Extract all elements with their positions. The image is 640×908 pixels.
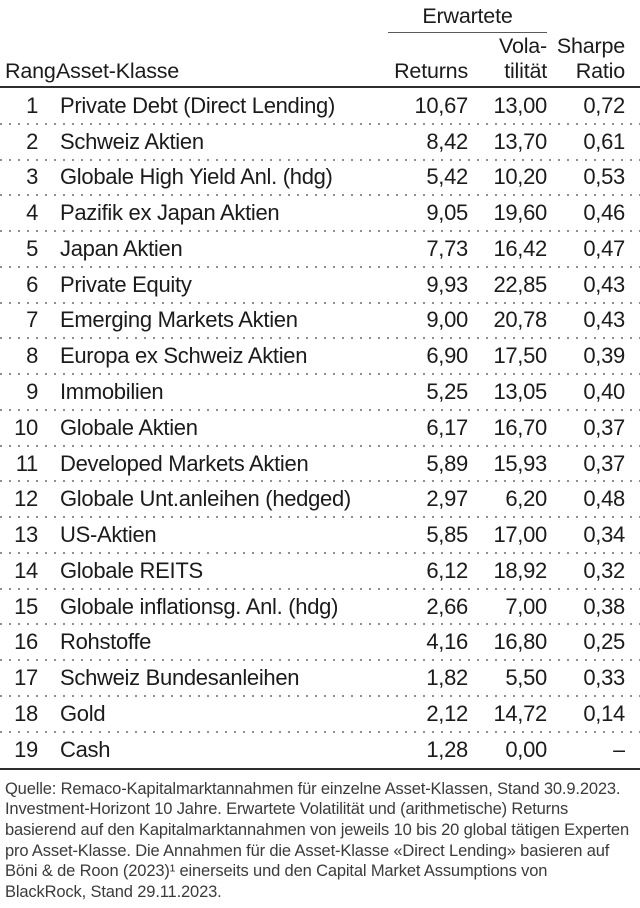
cell-asset: Europa ex Schweiz Aktien <box>60 343 308 369</box>
table-row <box>0 231 640 267</box>
cell-asset: Gold <box>60 700 106 726</box>
table-row <box>0 374 640 410</box>
cell-rank: 8 <box>26 343 38 369</box>
cell-rank: 9 <box>26 379 38 404</box>
cell-returns: 9,00 <box>426 307 468 333</box>
cell-rank: 11 <box>15 450 38 476</box>
cell-returns: 6,12 <box>426 557 468 583</box>
header-sharpe-line1: Sharpe <box>556 34 625 58</box>
cell-asset: Globale Aktien <box>60 414 198 440</box>
cell-sharpe: 0,53 <box>583 164 625 190</box>
cell-returns: 2,66 <box>426 593 468 619</box>
cell-vola: 13,05 <box>493 379 547 404</box>
cell-vola: 16,70 <box>493 414 547 440</box>
cell-asset: Immobilien <box>60 379 164 404</box>
table-row <box>0 517 640 553</box>
cell-rank: 12 <box>14 486 38 512</box>
cell-asset: Japan Aktien <box>60 235 183 261</box>
cell-asset: Globale REITS <box>60 557 203 583</box>
cell-returns: 9,93 <box>426 271 468 297</box>
cell-sharpe: 0,48 <box>583 486 625 512</box>
cell-asset: US-Aktien <box>60 522 157 548</box>
header-subrow-2 <box>0 59 640 86</box>
cell-rank: 15 <box>14 593 38 619</box>
cell-returns: 5,25 <box>426 379 468 404</box>
cell-sharpe: 0,37 <box>583 414 625 440</box>
cell-returns: 6,17 <box>426 414 468 440</box>
cell-vola: 15,93 <box>493 450 547 476</box>
table-row <box>0 624 640 660</box>
cell-asset: Schweiz Aktien <box>60 128 204 154</box>
table-row <box>0 446 640 482</box>
table-header <box>0 0 640 88</box>
cell-sharpe: 0,72 <box>583 92 625 118</box>
header-subrow-1 <box>0 33 640 59</box>
cell-vola: 22,85 <box>493 271 547 297</box>
cell-rank: 17 <box>14 665 38 691</box>
cell-asset: Emerging Markets Aktien <box>60 307 298 333</box>
cell-vola: 7,00 <box>505 593 547 619</box>
cell-rank: 6 <box>26 271 38 297</box>
table-row <box>0 267 640 303</box>
header-returns: Returns <box>394 59 468 83</box>
cell-returns: 5,85 <box>426 522 468 548</box>
table-row <box>0 732 640 768</box>
cell-asset: Schweiz Bundesanleihen <box>60 665 300 691</box>
cell-rank: 7 <box>26 307 38 333</box>
table-row <box>0 696 640 732</box>
table-row <box>0 660 640 696</box>
cell-rank: 4 <box>26 200 38 226</box>
header-asset-class: Asset-Klasse <box>56 59 180 83</box>
cell-vola: 13,00 <box>493 92 547 118</box>
cell-returns: 5,89 <box>426 450 468 476</box>
cell-sharpe: 0,61 <box>583 128 625 154</box>
cell-sharpe: 0,46 <box>583 200 625 226</box>
cell-sharpe: – <box>613 736 625 762</box>
header-volatility-line1: Vola- <box>498 34 547 58</box>
cell-vola: 10,20 <box>493 164 547 190</box>
cell-rank: 3 <box>26 164 38 190</box>
cell-rank: 14 <box>14 557 38 583</box>
cell-returns: 5,42 <box>426 164 468 190</box>
cell-vola: 18,92 <box>493 557 547 583</box>
cell-asset: Globale Unt.anleihen (hedged) <box>60 486 351 512</box>
cell-asset: Private Equity <box>60 271 192 297</box>
cell-returns: 6,90 <box>426 343 468 369</box>
cell-rank: 18 <box>14 700 38 726</box>
cell-vola: 5,50 <box>505 665 547 691</box>
cell-asset: Globale inflationsg. Anl. (hdg) <box>60 593 339 619</box>
table-row <box>0 88 640 124</box>
cell-rank: 1 <box>26 92 38 118</box>
cell-vola: 0,00 <box>505 736 547 762</box>
cell-sharpe: 0,39 <box>583 343 625 369</box>
cell-asset: Private Debt (Direct Lending) <box>60 92 335 118</box>
cell-returns: 7,73 <box>426 235 468 261</box>
table-row <box>0 338 640 374</box>
cell-sharpe: 0,37 <box>583 450 625 476</box>
table-row <box>0 195 640 231</box>
cell-returns: 4,16 <box>426 629 468 655</box>
cell-rank: 16 <box>14 629 38 655</box>
table-row <box>0 124 640 160</box>
cell-vola: 20,78 <box>493 307 547 333</box>
cell-asset: Developed Markets Aktien <box>60 450 309 476</box>
header-volatility-line2: tilität <box>504 59 547 83</box>
cell-sharpe: 0,34 <box>583 522 625 548</box>
cell-asset: Pazifik ex Japan Aktien <box>60 200 280 226</box>
cell-returns: 8,42 <box>426 128 468 154</box>
header-rank: Rang <box>5 59 56 83</box>
cell-vola: 14,72 <box>493 700 547 726</box>
cell-sharpe: 0,14 <box>583 700 625 726</box>
cell-vola: 16,42 <box>493 235 547 261</box>
cell-vola: 19,60 <box>493 200 547 226</box>
table-row <box>0 481 640 517</box>
cell-vola: 16,80 <box>493 629 547 655</box>
cell-sharpe: 0,33 <box>583 665 625 691</box>
table-row <box>0 410 640 446</box>
cell-sharpe: 0,43 <box>583 307 625 333</box>
cell-returns: 10,67 <box>414 92 468 118</box>
cell-vola: 17,50 <box>493 343 547 369</box>
table-row <box>0 589 640 625</box>
cell-rank: 2 <box>26 128 38 154</box>
cell-asset: Cash <box>60 736 111 762</box>
cell-returns: 2,97 <box>426 486 468 512</box>
cell-rank: 5 <box>26 235 38 261</box>
cell-vola: 17,00 <box>493 522 547 548</box>
cell-vola: 6,20 <box>505 486 547 512</box>
cell-sharpe: 0,40 <box>583 379 625 404</box>
table-body <box>0 88 640 768</box>
cell-asset: Rohstoffe <box>60 629 152 655</box>
cell-sharpe: 0,43 <box>583 271 625 297</box>
source-footnote: Quelle: Remaco-Kapitalmarktannahmen für einzelne Asset-Klassen, Stand 30.9.2023. Investment-Horizont 10 Jahre. Erwartete Volatilität und (arithmetische) Returns basierend auf den Kapitalmarktannahmen von jeweils 10 bis 20 global tätigen Experten pro Asset-Klasse. Die Annahmen für die Asset-Klasse «Direct Lending» basieren auf Böni & de Roon (2023)¹ einerseits und den Capital Market Assumptions von BlackRock, Stand 29.11.2023. <box>5 779 629 902</box>
cell-sharpe: 0,47 <box>583 235 625 261</box>
cell-returns: 2,12 <box>426 700 468 726</box>
cell-sharpe: 0,25 <box>583 629 625 655</box>
header-sharpe-line2: Ratio <box>575 59 625 83</box>
cell-returns: 9,05 <box>426 200 468 226</box>
cell-asset: Globale High Yield Anl. (hdg) <box>60 164 333 190</box>
cell-vola: 13,70 <box>493 128 547 154</box>
cell-returns: 1,82 <box>426 665 468 691</box>
cell-rank: 10 <box>14 414 38 440</box>
cell-returns: 1,28 <box>426 736 468 762</box>
cell-sharpe: 0,32 <box>583 557 625 583</box>
header-group-row <box>0 0 640 33</box>
header-group-erwartete: Erwartete <box>388 4 547 33</box>
cell-rank: 13 <box>14 522 38 548</box>
table-row <box>0 303 640 339</box>
table-row <box>0 553 640 589</box>
cell-rank: 19 <box>14 736 38 762</box>
cell-sharpe: 0,38 <box>583 593 625 619</box>
table-row <box>0 160 640 196</box>
